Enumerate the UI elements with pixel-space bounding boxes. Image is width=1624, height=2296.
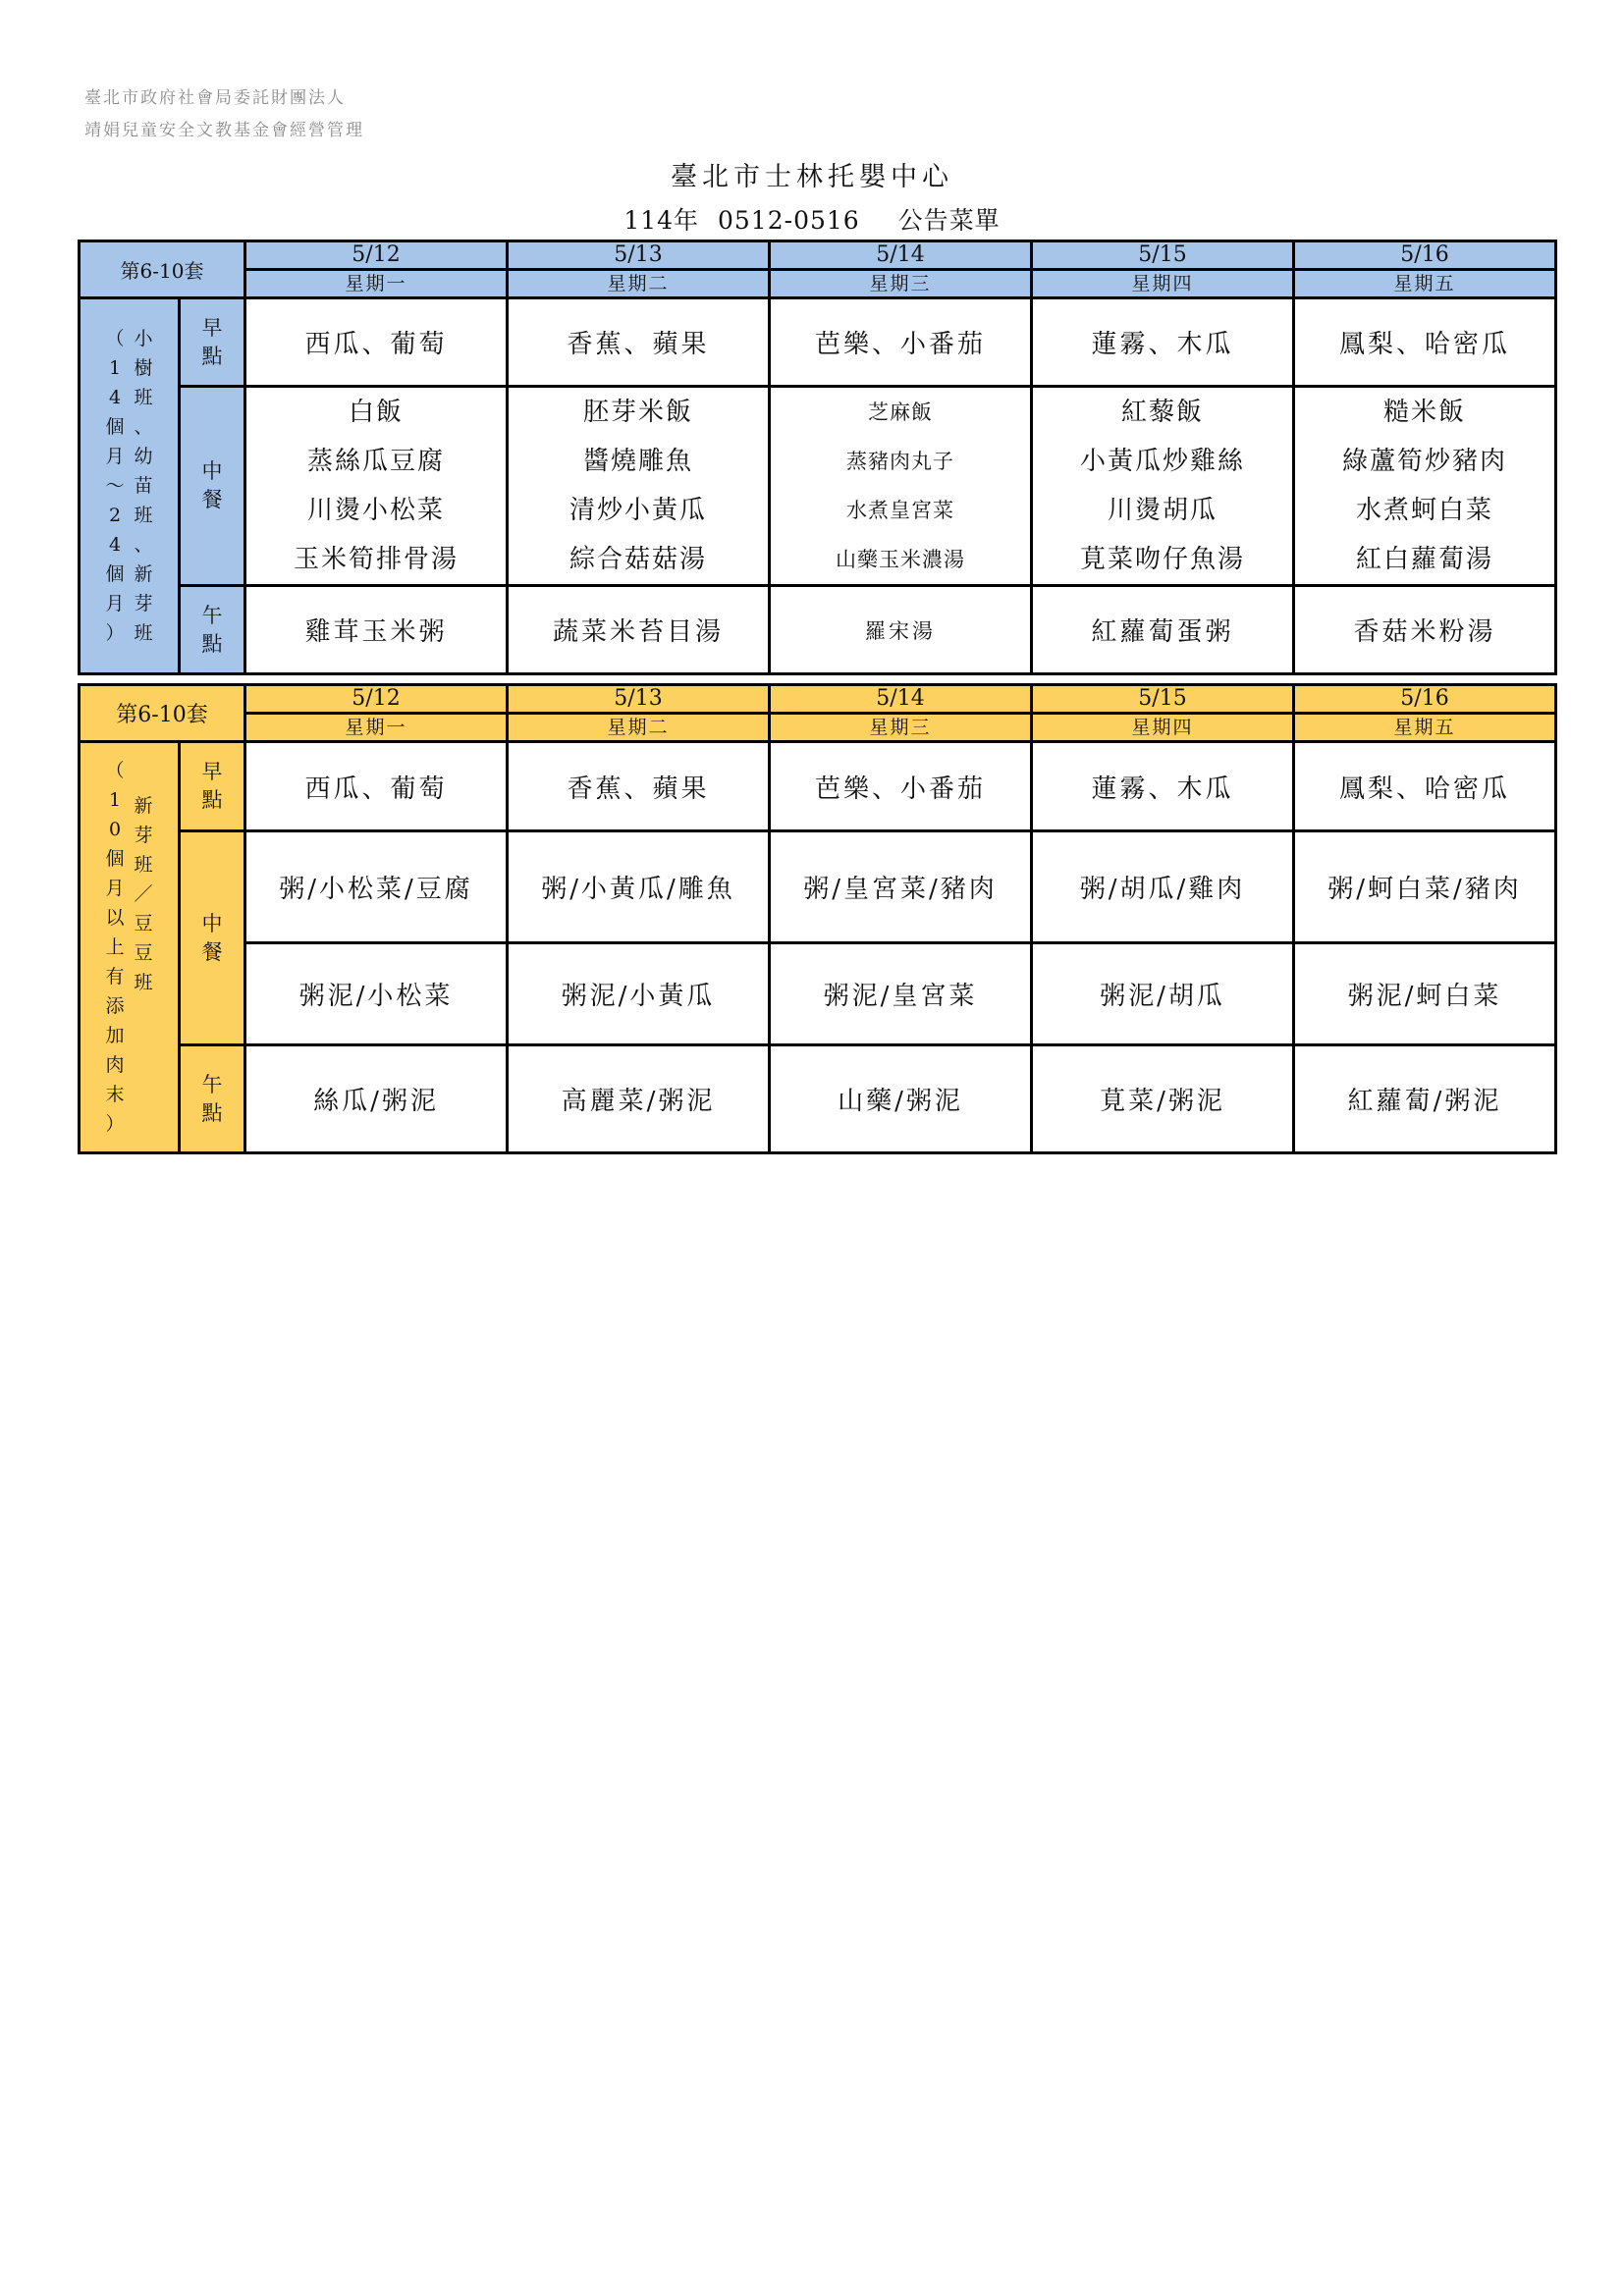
weekday-cell: 星期五 xyxy=(1294,270,1556,298)
meal-label-snack: 午 點 xyxy=(180,1045,245,1153)
age-group-classes: 新 芽 班 ／ 豆 豆 班 xyxy=(134,795,153,993)
snack-cell: 紅蘿蔔/粥泥 xyxy=(1294,1045,1556,1153)
menu-item: 醬燒雕魚 xyxy=(582,447,693,476)
menu-item: 綠蘆筍炒豬肉 xyxy=(1341,447,1507,476)
weekday-cell: 星期三 xyxy=(770,714,1032,742)
snack-cell: 蔬菜米苔目湯 xyxy=(508,586,770,674)
weekday-cell: 星期二 xyxy=(508,270,770,298)
menu-item: 紅白蘿蔔湯 xyxy=(1355,545,1493,574)
menu-item: 川燙小松菜 xyxy=(306,496,445,525)
lunch-cell xyxy=(770,387,1032,586)
lunch-cell xyxy=(1294,387,1556,586)
menu-item: 水煮蚵白菜 xyxy=(1355,496,1493,525)
date-cell: 5/13 xyxy=(508,685,770,714)
lunch-cell: 粥/胡瓜/雞肉 xyxy=(1032,831,1294,943)
date-cell: 5/16 xyxy=(1294,685,1556,714)
age-group-label xyxy=(80,298,180,674)
date-cell: 5/12 xyxy=(245,685,508,714)
org-line-2: 靖娟兒童安全文教基金會經營管理 xyxy=(84,121,364,140)
menu-item: 白飯 xyxy=(348,398,404,427)
menu-item: 綜合菇菇湯 xyxy=(568,545,707,574)
snack-cell: 絲瓜/粥泥 xyxy=(245,1045,508,1153)
lunch-cell xyxy=(508,387,770,586)
lunch-puree-cell: 粥泥/小松菜 xyxy=(245,943,508,1045)
snack-cell: 香菇米粉湯 xyxy=(1294,586,1556,674)
snack-cell: 羅宋湯 xyxy=(770,586,1032,674)
weekday-cell: 星期四 xyxy=(1032,270,1294,298)
age-group-range: （ 1 0 個 月 以 上 有 添 加 肉 末 ） xyxy=(105,760,125,1135)
lunch-puree-cell: 粥泥/皇宮菜 xyxy=(770,943,1032,1045)
snack-cell: 莧菜/粥泥 xyxy=(1032,1045,1294,1153)
meal-label-breakfast: 早 點 xyxy=(180,742,245,831)
breakfast-cell: 鳳梨、哈密瓜 xyxy=(1294,742,1556,831)
date-cell: 5/12 xyxy=(245,241,508,270)
date-cell: 5/15 xyxy=(1032,685,1294,714)
weekday-cell: 星期五 xyxy=(1294,714,1556,742)
lunch-puree-cell: 粥泥/小黃瓜 xyxy=(508,943,770,1045)
snack-cell: 高麗菜/粥泥 xyxy=(508,1045,770,1153)
menu-item: 莧菜吻仔魚湯 xyxy=(1079,545,1245,574)
subtitle-label: 公告菜單 xyxy=(897,206,1001,235)
lunch-cell: 粥/小松菜/豆腐 xyxy=(245,831,508,943)
meal-label-lunch: 中 餐 xyxy=(180,831,245,1045)
menu-item: 胚芽米飯 xyxy=(582,398,693,427)
weekday-cell: 星期四 xyxy=(1032,714,1294,742)
menu-table-baby xyxy=(78,683,1557,1154)
date-cell: 5/14 xyxy=(770,241,1032,270)
breakfast-cell: 香蕉、蘋果 xyxy=(508,742,770,831)
menu-item: 蒸豬肉丸子 xyxy=(846,450,954,473)
breakfast-cell: 蓮霧、木瓜 xyxy=(1032,742,1294,831)
menu-item: 川燙胡瓜 xyxy=(1107,496,1218,525)
menu-item: 水煮皇宮菜 xyxy=(846,499,954,522)
age-group-range: （ 1 4 個 月 ～ 2 4 個 月 ） xyxy=(105,328,125,644)
weekday-cell: 星期一 xyxy=(245,270,508,298)
weekday-cell: 星期三 xyxy=(770,270,1032,298)
menu-table-infant xyxy=(78,240,1557,675)
snack-cell: 山藥/粥泥 xyxy=(770,1045,1032,1153)
breakfast-cell: 芭樂、小番茄 xyxy=(770,742,1032,831)
meal-label-snack: 午 點 xyxy=(180,586,245,674)
subtitle-year: 114年 xyxy=(623,206,700,235)
menu-item: 糙米飯 xyxy=(1382,398,1466,427)
meal-label-lunch: 中 餐 xyxy=(180,387,245,586)
breakfast-cell: 西瓜、葡萄 xyxy=(245,742,508,831)
weekday-cell: 星期二 xyxy=(508,714,770,742)
lunch-cell: 粥/小黃瓜/雕魚 xyxy=(508,831,770,943)
age-group-classes: 小 樹 班 、 幼 苗 班 、 新 芽 班 xyxy=(134,328,153,644)
lunch-puree-cell: 粥泥/蚵白菜 xyxy=(1294,943,1556,1045)
snack-cell: 紅蘿蔔蛋粥 xyxy=(1032,586,1294,674)
breakfast-cell: 鳳梨、哈密瓜 xyxy=(1294,298,1556,387)
menu-item: 清炒小黃瓜 xyxy=(568,496,707,525)
lunch-cell: 粥/蚵白菜/豬肉 xyxy=(1294,831,1556,943)
lunch-cell xyxy=(1032,387,1294,586)
lunch-cell xyxy=(245,387,508,586)
date-cell: 5/16 xyxy=(1294,241,1556,270)
subtitle-range: 0512-0516 xyxy=(718,206,860,235)
date-cell: 5/14 xyxy=(770,685,1032,714)
age-group-label xyxy=(80,742,180,1153)
lunch-cell: 粥/皇宮菜/豬肉 xyxy=(770,831,1032,943)
menu-item: 蒸絲瓜豆腐 xyxy=(306,447,445,476)
weekday-cell: 星期一 xyxy=(245,714,508,742)
org-line-1: 臺北市政府社會局委託財團法人 xyxy=(84,88,346,108)
meal-label-breakfast: 早 點 xyxy=(180,298,245,387)
menu-item: 山藥玉米濃湯 xyxy=(836,548,965,571)
menu-item: 小黃瓜炒雞絲 xyxy=(1079,447,1245,476)
menu-item: 紅藜飯 xyxy=(1120,398,1204,427)
page-subtitle xyxy=(0,201,1624,237)
set-label: 第6-10套 xyxy=(80,685,245,742)
menu-item: 芝麻飯 xyxy=(868,400,933,424)
breakfast-cell: 香蕉、蘋果 xyxy=(508,298,770,387)
breakfast-cell: 蓮霧、木瓜 xyxy=(1032,298,1294,387)
set-label: 第6-10套 xyxy=(80,241,245,298)
snack-cell: 雞茸玉米粥 xyxy=(245,586,508,674)
breakfast-cell: 芭樂、小番茄 xyxy=(770,298,1032,387)
page-title: 臺北市士林托嬰中心 xyxy=(671,162,953,192)
breakfast-cell: 西瓜、葡萄 xyxy=(245,298,508,387)
date-cell: 5/15 xyxy=(1032,241,1294,270)
menu-item: 玉米筍排骨湯 xyxy=(293,545,459,574)
date-cell: 5/13 xyxy=(508,241,770,270)
lunch-puree-cell: 粥泥/胡瓜 xyxy=(1032,943,1294,1045)
